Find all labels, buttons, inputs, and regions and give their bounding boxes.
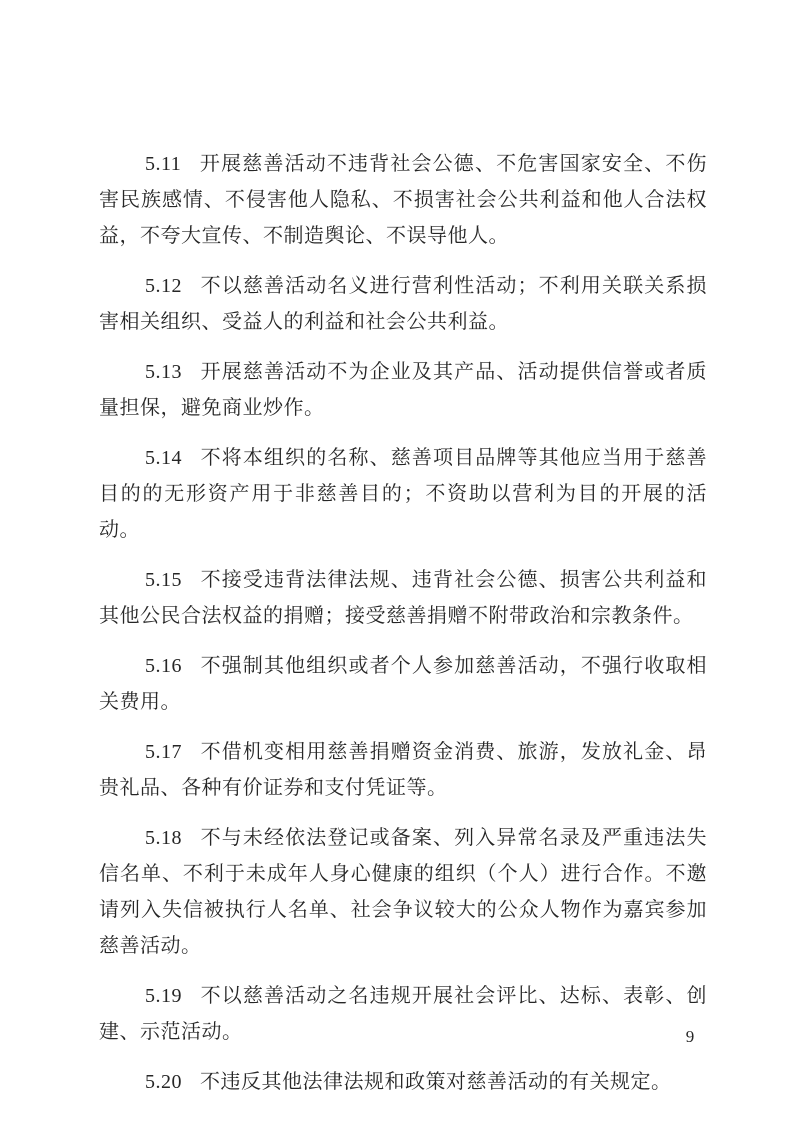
clause-5-11 xyxy=(99,146,707,254)
clause-5-15 xyxy=(99,562,707,634)
clause-5-12 xyxy=(99,268,707,340)
clause-5-13 xyxy=(99,354,707,426)
document-body xyxy=(99,146,707,1114)
clause-text: 开展慈善活动不为企业及其产品、活动提供信誉或者质量担保，避免商业炒作。 xyxy=(99,361,707,419)
clause-number: 5.19 xyxy=(145,985,182,1007)
clause-number: 5.15 xyxy=(145,569,182,591)
clause-text: 不将本组织的名称、慈善项目品牌等其他应当用于慈善目的的无形资产用于非慈善目的；不资助以营利为目的开展的活动。 xyxy=(99,447,707,541)
clause-number: 5.13 xyxy=(145,361,182,383)
clause-text: 不违反其他法律法规和政策对慈善活动的有关规定。 xyxy=(200,1071,672,1093)
clause-text: 不借机变相用慈善捐赠资金消费、旅游，发放礼金、昂贵礼品、各种有价证券和支付凭证等。 xyxy=(99,741,707,799)
clause-text: 不强制其他组织或者个人参加慈善活动，不强行收取相关费用。 xyxy=(99,655,707,713)
clause-5-19 xyxy=(99,978,707,1050)
clause-5-14 xyxy=(99,440,707,548)
page-number: 9 xyxy=(685,1027,695,1046)
clause-number: 5.17 xyxy=(145,741,182,763)
clause-number: 5.16 xyxy=(145,655,182,677)
clause-text: 不接受违背法律法规、违背社会公德、损害公共利益和其他公民合法权益的捐赠；接受慈善捐赠不附带政治和宗教条件。 xyxy=(99,569,707,627)
clause-text: 不与未经依法登记或备案、列入异常名录及严重违法失信名单、不利于未成年人身心健康的组织（个人）进行合作。不邀请列入失信被执行人名单、社会争议较大的公众人物作为嘉宾参加慈善活动。 xyxy=(99,827,707,957)
clause-5-20 xyxy=(99,1064,707,1100)
clause-number: 5.14 xyxy=(145,447,182,469)
clause-number: 5.12 xyxy=(145,275,182,297)
clause-text: 开展慈善活动不违背社会公德、不危害国家安全、不伤害民族感情、不侵害他人隐私、不损害社会公共利益和他人合法权益，不夸大宣传、不制造舆论、不误导他人。 xyxy=(99,153,707,247)
clause-5-16 xyxy=(99,648,707,720)
clause-number: 5.11 xyxy=(145,153,182,175)
clause-5-18 xyxy=(99,820,707,964)
clause-text: 不以慈善活动名义进行营利性活动；不利用关联关系损害相关组织、受益人的利益和社会公共利益。 xyxy=(99,275,707,333)
clause-5-17 xyxy=(99,734,707,806)
clause-text: 不以慈善活动之名违规开展社会评比、达标、表彰、创建、示范活动。 xyxy=(99,985,707,1043)
clause-number: 5.18 xyxy=(145,827,182,849)
clause-number: 5.20 xyxy=(145,1071,182,1093)
